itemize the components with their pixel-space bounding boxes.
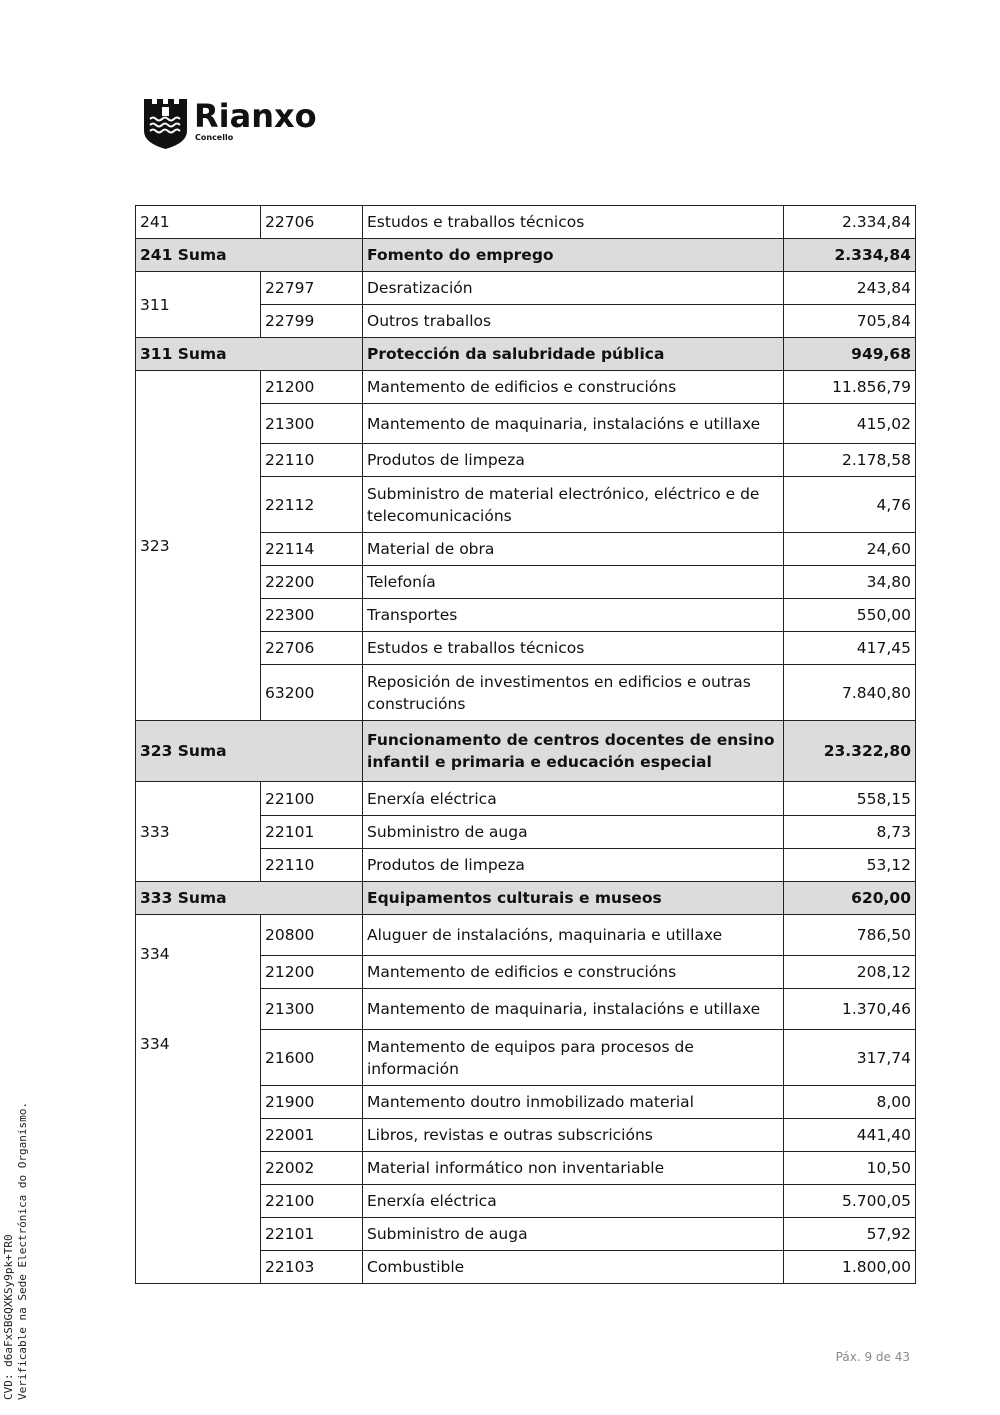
description: Material de obra	[363, 533, 784, 566]
subtotal-amount: 949,68	[784, 338, 916, 371]
budget-table	[135, 205, 916, 1284]
description: Mantemento de edificios e construcións	[363, 956, 784, 989]
economic-code: 22706	[261, 632, 363, 665]
amount: 8,73	[784, 816, 916, 849]
amount: 208,12	[784, 956, 916, 989]
amount: 53,12	[784, 849, 916, 882]
economic-code: 22110	[261, 849, 363, 882]
amount: 34,80	[784, 566, 916, 599]
economic-code: 22799	[261, 305, 363, 338]
amount: 2.178,58	[784, 444, 916, 477]
description: Estudos e traballos técnicos	[363, 632, 784, 665]
economic-code: 22002	[261, 1152, 363, 1185]
economic-code: 22001	[261, 1119, 363, 1152]
page-number: Páx. 9 de 43	[835, 1350, 910, 1364]
verification-note: Verificable na Sede Electrónica do Organismo.	[16, 1101, 29, 1400]
subtotal-description: Protección da salubridade pública	[363, 338, 784, 371]
subtotal-row	[136, 721, 916, 782]
economic-code: 22100	[261, 1185, 363, 1218]
economic-code: 22114	[261, 533, 363, 566]
verification-sidebar	[2, 1102, 30, 1400]
description: Reposición de investimentos en edificios e outras construcións	[363, 665, 784, 721]
subtotal-label: 333 Suma	[136, 882, 363, 915]
description: Subministro de material electrónico, eléctrico e de telecomunicacións	[363, 477, 784, 533]
logo	[142, 95, 352, 151]
svg-text:Concello: Concello	[195, 133, 234, 142]
description: Mantemento de edificios e construcións	[363, 371, 784, 404]
subtotal-description: Funcionamento de centros docentes de ensino infantil e primaria e educación especial	[363, 721, 784, 782]
subtotal-row	[136, 239, 916, 272]
amount: 1.800,00	[784, 1251, 916, 1284]
description: Produtos de limpeza	[363, 444, 784, 477]
description: Mantemento doutro inmobilizado material	[363, 1086, 784, 1119]
economic-code: 22300	[261, 599, 363, 632]
program-code	[136, 915, 261, 1284]
description: Mantemento de maquinaria, instalacións e utillaxe	[363, 989, 784, 1030]
subtotal-description: Equipamentos culturais e museos	[363, 882, 784, 915]
description: Libros, revistas e outras subscricións	[363, 1119, 784, 1152]
table-row	[136, 915, 916, 956]
description: Estudos e traballos técnicos	[363, 206, 784, 239]
description: Material informático non inventariable	[363, 1152, 784, 1185]
economic-code: 21200	[261, 956, 363, 989]
amount: 24,60	[784, 533, 916, 566]
amount: 441,40	[784, 1119, 916, 1152]
svg-text:Rianxo: Rianxo	[194, 97, 317, 135]
description: Enerxía eléctrica	[363, 782, 784, 816]
economic-code: 22101	[261, 816, 363, 849]
description: Mantemento de equipos para procesos de información	[363, 1030, 784, 1086]
economic-code: 22706	[261, 206, 363, 239]
amount: 11.856,79	[784, 371, 916, 404]
amount: 705,84	[784, 305, 916, 338]
amount: 2.334,84	[784, 206, 916, 239]
economic-code: 21300	[261, 989, 363, 1030]
description: Subministro de auga	[363, 1218, 784, 1251]
amount: 57,92	[784, 1218, 916, 1251]
subtotal-label: 311 Suma	[136, 338, 363, 371]
economic-code: 22103	[261, 1251, 363, 1284]
subtotal-amount: 23.322,80	[784, 721, 916, 782]
subtotal-row	[136, 882, 916, 915]
amount: 1.370,46	[784, 989, 916, 1030]
subtotal-description: Fomento do emprego	[363, 239, 784, 272]
description: Telefonía	[363, 566, 784, 599]
economic-code: 22200	[261, 566, 363, 599]
description: Produtos de limpeza	[363, 849, 784, 882]
amount: 5.700,05	[784, 1185, 916, 1218]
subtotal-amount: 2.334,84	[784, 239, 916, 272]
subtotal-label: 241 Suma	[136, 239, 363, 272]
description: Mantemento de maquinaria, instalacións e utillaxe	[363, 404, 784, 444]
table-row	[136, 272, 916, 305]
amount: 550,00	[784, 599, 916, 632]
economic-code: 21600	[261, 1030, 363, 1086]
economic-code: 22797	[261, 272, 363, 305]
economic-code: 21900	[261, 1086, 363, 1119]
program-code-primary: 334	[140, 945, 170, 963]
subtotal-label: 323 Suma	[136, 721, 363, 782]
amount: 417,45	[784, 632, 916, 665]
economic-code: 22110	[261, 444, 363, 477]
economic-code: 21200	[261, 371, 363, 404]
description: Aluguer de instalacións, maquinaria e utillaxe	[363, 915, 784, 956]
amount: 7.840,80	[784, 665, 916, 721]
economic-code: 22101	[261, 1218, 363, 1251]
economic-code: 63200	[261, 665, 363, 721]
table-row	[136, 371, 916, 404]
table-row	[136, 782, 916, 816]
subtotal-row	[136, 338, 916, 371]
program-code: 333	[136, 782, 261, 882]
table-row	[136, 206, 916, 239]
description: Combustible	[363, 1251, 784, 1284]
economic-code: 22100	[261, 782, 363, 816]
economic-code: 21300	[261, 404, 363, 444]
cvd-code: CVD: d6aFxSBGQXKSy9pk+TR0	[2, 1234, 15, 1400]
description: Subministro de auga	[363, 816, 784, 849]
amount: 243,84	[784, 272, 916, 305]
economic-code: 22112	[261, 477, 363, 533]
concello-rianxo-logo	[142, 95, 352, 151]
program-code-repeat: 334	[140, 1035, 170, 1053]
description: Transportes	[363, 599, 784, 632]
description: Outros traballos	[363, 305, 784, 338]
amount: 415,02	[784, 404, 916, 444]
amount: 10,50	[784, 1152, 916, 1185]
program-code: 311	[136, 272, 261, 338]
description: Desratización	[363, 272, 784, 305]
description: Enerxía eléctrica	[363, 1185, 784, 1218]
amount: 8,00	[784, 1086, 916, 1119]
amount: 558,15	[784, 782, 916, 816]
program-code: 241	[136, 206, 261, 239]
amount: 786,50	[784, 915, 916, 956]
subtotal-amount: 620,00	[784, 882, 916, 915]
program-code: 323	[136, 371, 261, 721]
economic-code: 20800	[261, 915, 363, 956]
amount: 4,76	[784, 477, 916, 533]
amount: 317,74	[784, 1030, 916, 1086]
